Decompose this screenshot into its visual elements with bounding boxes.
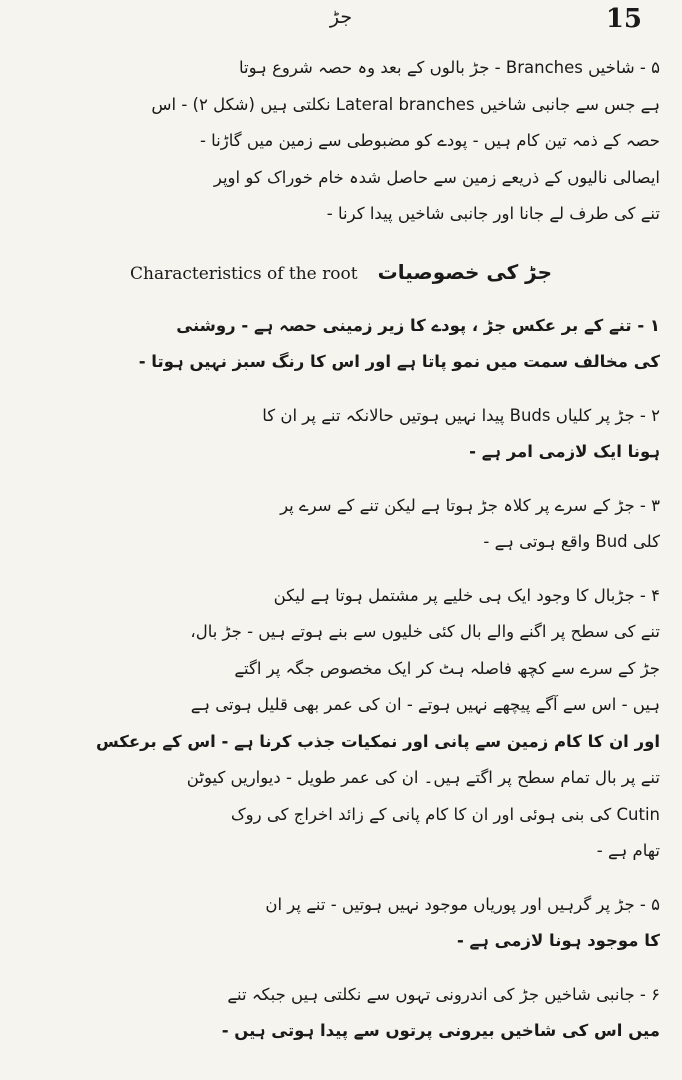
section-heading-english: Characteristics of the root [129, 263, 358, 284]
text-line: کا موجود ہونا لازمی ہے - [456, 931, 660, 950]
section-heading [22, 250, 660, 296]
point-6 [22, 977, 660, 1050]
text-line: ۶ - جانبی شاخیں جڑ کی اندرونی تہوں سے نکلتی ہیں جبکہ تنے [227, 984, 660, 1004]
text-line: ۵ - شاخیں Branches - جڑ بالوں کے بعد وہ حصہ شروع ہوتا [239, 58, 660, 77]
paragraph-branches [22, 50, 660, 233]
text-line: میں اس کی شاخیں بیرونی پرتوں سے پیدا ہوتی ہیں - [221, 1021, 660, 1040]
text-line: تنے پر بال تمام سطح پر اگتے ہیں۔ ان کی عمر طویل - دیواریں کیوٹن [186, 768, 660, 787]
text-line: تنے کی طرف لے جانا اور جانبی شاخیں پیدا کرنا - [326, 204, 660, 223]
point-5 [22, 887, 660, 960]
text-line: ایصالی نالیوں کے ذریعے زمین سے حاصل شدہ خام خوراک کو اوپر [213, 167, 660, 187]
text-line: ۲ - جڑ پر کلیاں Buds پیدا نہیں ہوتیں حالانکہ تنے پر ان کا [262, 405, 660, 425]
text-line: کی مخالف سمت میں نمو پاتا ہے اور اس کا رنگ سبز نہیں ہوتا - [138, 352, 660, 371]
point-2 [22, 398, 660, 471]
text-line: اور ان کا کام زمین سے پانی اور نمکیات جذب کرنا ہے - اس کے برعکس [95, 731, 660, 751]
point-1 [22, 308, 660, 381]
page-title: جڑ [329, 6, 353, 28]
text-line: Cutin کی بنی ہوئی اور ان کا کام پانی کے زائد اخراج کی روک [230, 804, 660, 824]
page-header [0, 0, 682, 48]
page-body [22, 50, 660, 1067]
page-number: 15 [605, 4, 642, 34]
text-line: ہے جس سے جانبی شاخیں Lateral branches نکلتی ہیں (شکل ۲) - اس [151, 94, 660, 114]
text-line: ۱ - تنے کے بر عکس جڑ ، پودے کا زیر زمینی حصہ ہے - روشنی [176, 315, 660, 335]
text-line: تھام ہے - [596, 841, 660, 860]
section-heading-urdu: جڑ کی خصوصیات [377, 259, 553, 284]
text-line: ۳ - جڑ کے سرے پر کلاہ جڑ ہوتا ہے لیکن تنے کے سرے پر [280, 495, 660, 515]
text-line: حصہ کے ذمہ تین کام ہیں - پودے کو مضبوطی سے زمین میں گاڑنا - [199, 131, 660, 150]
text-line: ۴ - جڑبال کا وجود ایک ہی خلیے پر مشتمل ہوتا ہے لیکن [273, 585, 660, 605]
text-line: تنے کی سطح پر اگنے والے بال کئی خلیوں سے بنے ہوتے ہیں - جڑ بال، [190, 622, 660, 641]
point-3 [22, 488, 660, 561]
text-line: کلی Bud واقع ہوتی ہے - [483, 532, 660, 551]
text-line: ہیں - اس سے آگے پیچھے نہیں ہوتے - ان کی عمر بھی قلیل ہوتی ہے [190, 695, 660, 714]
text-line: ہونا ایک لازمی امر ہے - [469, 442, 660, 461]
point-4 [22, 578, 660, 870]
text-line: جڑ کے سرے سے کچھ فاصلہ ہٹ کر ایک مخصوص جگہ پر اگتے [234, 658, 660, 678]
text-line: ۵ - جڑ پر گرہیں اور پوریاں موجود نہیں ہوتیں - تنے پر ان [265, 894, 660, 914]
